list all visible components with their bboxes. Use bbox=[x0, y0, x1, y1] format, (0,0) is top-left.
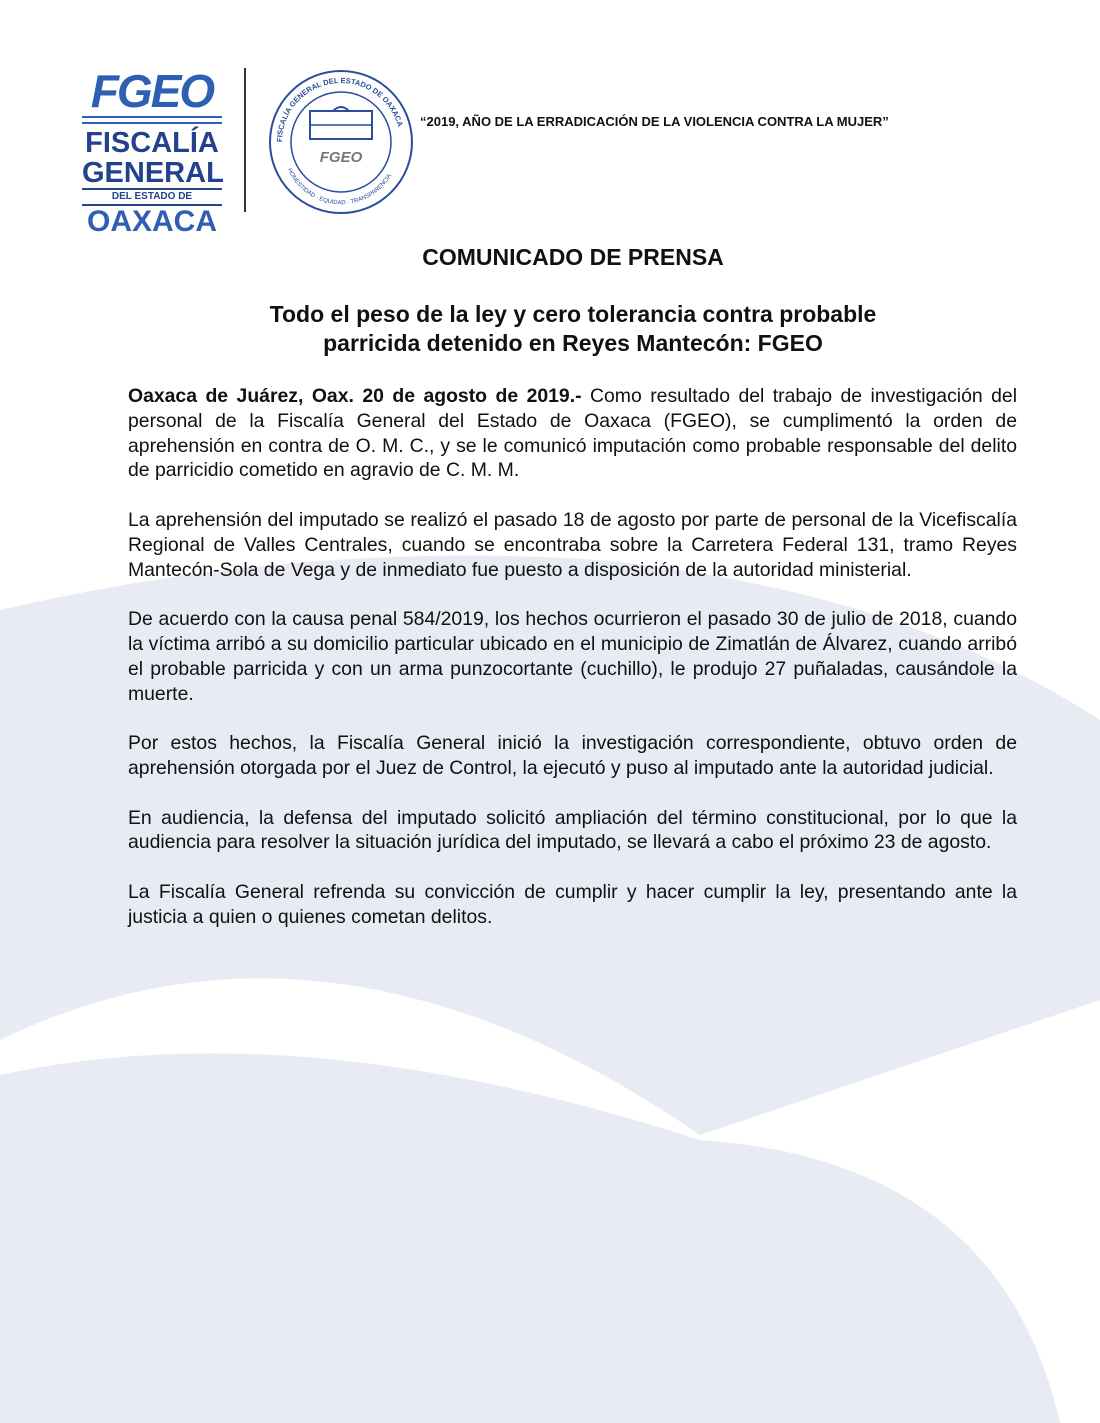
svg-text:FISCALÍA GENERAL DEL ESTADO DE: FISCALÍA GENERAL DEL ESTADO DE OAXACA bbox=[274, 75, 405, 143]
paragraph: La Fiscalía General refrenda su convicción de cumplir y hacer cumplir la ley, presentando ante la justicia a quien o quienes cometan delitos. bbox=[128, 880, 1017, 928]
year-motto: “2019, AÑO DE LA ERRADICACIÓN DE LA VIOLENCIA CONTRA LA MUJER” bbox=[420, 114, 889, 129]
fgeo-seal bbox=[268, 69, 414, 215]
paragraph: La aprehensión del imputado se realizó el pasado 18 de agosto por parte de personal de la Vicefiscalía Regional de Valles Centrales, cuando se encontraba sobre la Carretera Federal 131, tramo Reyes Mantecón-Sola de Vega y de inmediato fue puesto a disposición de la autoridad ministerial. bbox=[128, 508, 1017, 581]
paragraph: Oaxaca de Juárez, Oax. 20 de agosto de 2019.- Como resultado del trabajo de investigación del personal de la Fiscalía General del Estado de Oaxaca (FGEO), se cumplimentó la orden de aprehensión en contra de O. M. C., y se le comunicó imputación como probable responsable del delito de parricidio cometido en agravio de C. M. M. bbox=[128, 385, 1017, 482]
paragraph: De acuerdo con la causa penal 584/2019, los hechos ocurrieron el pasado 30 de julio de 2018, cuando la víctima arribó a su domicilio particular ubicado en el municipio de Zimatlán de Álvarez, cuando arribó el probable parricida y con un arma punzocortante (cuchillo), le produjo 27 puñaladas, causándole la muerte. bbox=[128, 608, 1017, 705]
logo-divider bbox=[244, 68, 246, 212]
svg-text:HONESTIDAD · EQUIDAD · TRANSPA: HONESTIDAD · EQUIDAD · TRANSPARENCIA bbox=[285, 167, 394, 207]
paragraph: Por estos hechos, la Fiscalía General inició la investigación correspondiente, obtuvo orden de aprehensión otorgada por el Juez de Control, la ejecutó y puso al imputado ante la autoridad judicial. bbox=[128, 732, 1017, 779]
press-release-body bbox=[128, 384, 1017, 954]
fgeo-logo: FGEO FISCALÍA GENERAL DEL ESTADO DE OAXACA bbox=[82, 65, 224, 238]
document-heading: COMUNICADO DE PRENSA bbox=[422, 244, 724, 270]
paragraph: En audiencia, la defensa del imputado solicitó ampliación del término constitucional, por lo que la audiencia para resolver la situación jurídica del imputado, se llevará a cabo el próximo 23 de agosto. bbox=[128, 806, 1017, 854]
press-release-title: Todo el peso de la ley y cero tolerancia contra probable parricida detenido en Reyes Mantecón: FGEO bbox=[269, 301, 877, 356]
svg-text:FGEO: FGEO bbox=[319, 149, 363, 166]
